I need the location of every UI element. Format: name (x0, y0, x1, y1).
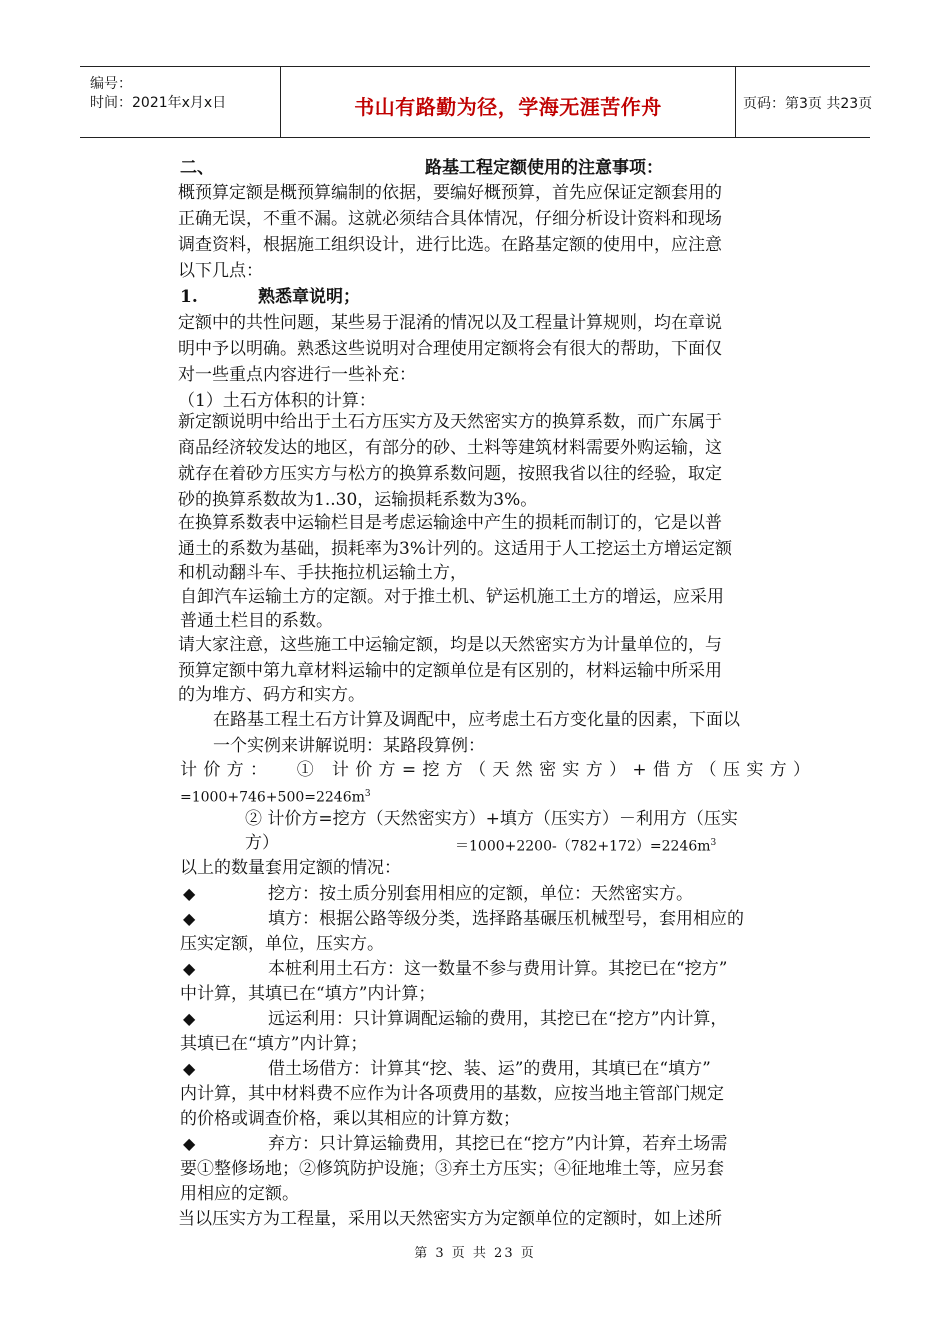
paragraph-line: 商品经济较发达的地区，有部分的砂、土料等建筑材料需要外购运输，这 (178, 438, 722, 458)
paragraph-line: 的为堆方、码方和实方。 (178, 685, 365, 705)
page-info: 页码：第3页 共23页 (743, 96, 873, 112)
formula-exponent: 3 (364, 789, 371, 799)
bullet-line: 本桩利用土石方：这一数量不参与费用计算。其挖已在“挖方” (268, 959, 728, 979)
bullet-line: 借土场借方：计算其“挖、装、运”的费用，其填已在“填方” (268, 1059, 711, 1079)
bullet-line: 用相应的定额。 (180, 1184, 299, 1204)
bullet-line: 弃方：只计算运输费用，其挖已在“挖方”内计算，若弃土场需 (268, 1134, 728, 1154)
paragraph-line: 自卸汽车运输土方的定额。对于推土机、铲运机施工土方的增运，应采用 (180, 587, 724, 607)
formula-line: ② 计价方=挖方（天然密实方）+填方（压实方）－利用方（压实 (245, 809, 738, 829)
paragraph-line: 当以压实方为工程量，采用以天然密实方为定额单位的定额时，如上述所 (178, 1209, 722, 1229)
header-motto-cell (280, 67, 736, 137)
formula-line: 方） (245, 833, 279, 853)
paragraph-line: 定额中的共性问题，某些易于混淆的情况以及工程量计算规则，均在章说 (178, 313, 722, 333)
formula-result-text: ＝1000+2200-（782+172）=2246m (455, 838, 711, 855)
bullet-line: 填方：根据公路等级分类，选择路基碾压机械型号，套用相应的 (268, 909, 744, 929)
formula-exponent: 3 (710, 838, 717, 848)
diamond-bullet-icon: ◆ (183, 884, 196, 903)
bullet-line: 内计算，其中材料费不应作为计各项费用的基数，应按当地主管部门规定 (180, 1084, 724, 1104)
bullet-line: 其填已在“填方”内计算； (180, 1034, 368, 1054)
formula-result (180, 782, 371, 810)
header-meta-cell (80, 67, 280, 137)
diamond-bullet-icon: ◆ (183, 909, 196, 928)
paragraph-line: 明中予以明确。熟悉这些说明对合理使用定额将会有很大的帮助，下面仅 (178, 339, 722, 359)
paragraph-line: 通土的系数为基础，损耗率为3%计列的。这适用于人工挖运土方增运定额 (178, 539, 732, 559)
paragraph-line: 对一些重点内容进行一些补充： (178, 365, 416, 385)
paragraph-line: 请大家注意，这些施工中运输定额，均是以天然密实方为计量单位的，与 (178, 635, 722, 655)
formula-line: 计价方： ① 计价方=挖方（天然密实方）+借方（压实方） (180, 760, 810, 780)
paragraph-line: 就存在着砂方压实方与松方的换算系数问题，按照我省以往的经验，取定 (178, 464, 722, 484)
paragraph-line: 一个实例来讲解说明：某路段算例： (213, 736, 485, 756)
paragraph-line: 预算定额中第九章材料运输中的定额单位是有区别的，材料运输中所采用 (178, 661, 722, 681)
paragraph-line: 新定额说明中给出于土石方压实方及天然密实方的换算系数，而广东属于 (178, 412, 722, 432)
section-number: 二、 (180, 158, 214, 178)
bullet-line: 压实定额，单位，压实方。 (180, 934, 384, 954)
bullet-line: 挖方：按土质分别套用相应的定额，单位：天然密实方。 (268, 884, 693, 904)
formula-result (455, 831, 716, 859)
motto: 书山有路勤为径，学海无涯苦作舟 (354, 95, 662, 119)
item-number: 1. (180, 287, 198, 307)
section-title: 路基工程定额使用的注意事项： (425, 158, 663, 178)
date-label: 时间：2021年x月x日 (90, 95, 227, 111)
paragraph-line: 普通土栏目的系数。 (180, 611, 333, 631)
header-page-cell (735, 67, 873, 137)
diamond-bullet-icon: ◆ (183, 1009, 196, 1028)
intro-line: 调查资料，根据施工组织设计，进行比选。在路基定额的使用中，应注意 (178, 235, 722, 255)
intro-line: 概预算定额是概预算编制的依据，要编好概预算，首先应保证定额套用的 (178, 183, 722, 203)
formula-result-text: =1000+746+500=2246m (180, 789, 365, 806)
serial-label: 编号： (90, 76, 132, 92)
page-footer: 第 3 页 共 23 页 (414, 1246, 536, 1261)
bullet-line: 远运利用：只计算调配运输的费用，其挖已在“挖方”内计算， (268, 1009, 728, 1029)
bullet-line: 要①整修场地；②修筑防护设施；③弃土方压实；④征地堆土等，应另套 (180, 1159, 724, 1179)
diamond-bullet-icon: ◆ (183, 1134, 196, 1153)
paragraph-line: 和机动翻斗车、手扶拖拉机运输土方， (178, 563, 467, 583)
intro-line: 以下几点： (178, 261, 263, 281)
subsection-title: （1）土石方体积的计算： (178, 391, 376, 411)
diamond-bullet-icon: ◆ (183, 1059, 196, 1078)
document-header (80, 66, 873, 138)
diamond-bullet-icon: ◆ (183, 959, 196, 978)
bullet-line: 的价格或调查价格，乘以其相应的计算方数； (180, 1109, 520, 1129)
paragraph-line: 砂的换算系数故为1..30，运输损耗系数为3%。 (178, 490, 538, 510)
paragraph-line: 以上的数量套用定额的情况： (180, 858, 401, 878)
bullet-line: 中计算，其填已在“填方”内计算； (180, 984, 436, 1004)
intro-line: 正确无误，不重不漏。这就必须结合具体情况，仔细分析设计资料和现场 (178, 209, 722, 229)
paragraph-line: 在路基工程土石方计算及调配中，应考虑土石方变化量的因素，下面以 (213, 710, 740, 730)
paragraph-line: 在换算系数表中运输栏目是考虑运输途中产生的损耗而制订的，它是以普 (178, 513, 722, 533)
item-title: 熟悉章说明； (258, 287, 360, 307)
